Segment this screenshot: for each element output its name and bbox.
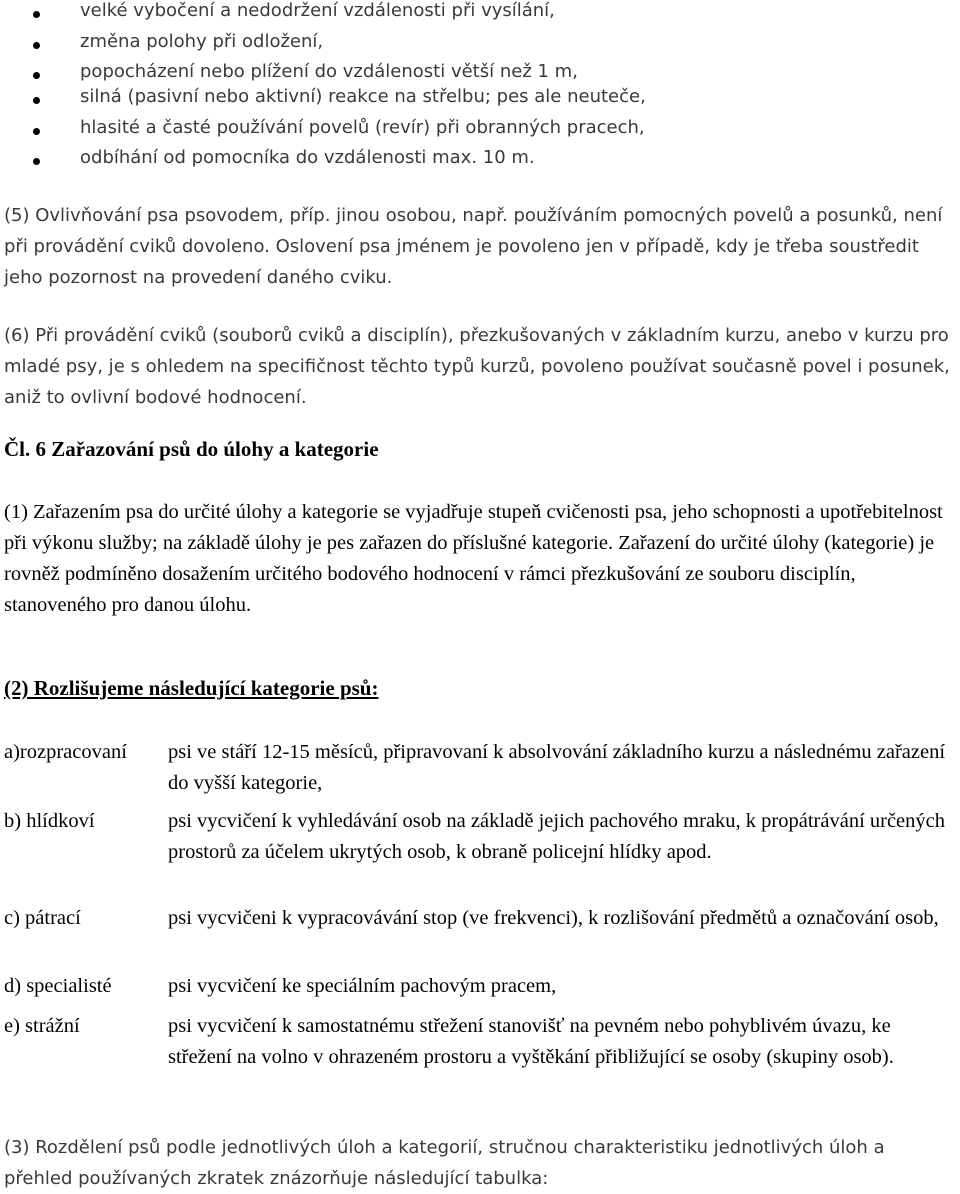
paragraph-6: (6) Při provádění cviků (souborů cviků a disciplín), přezkušovaných v základním kurzu, anebo v kurzu pro mladé psy, je s ohledem na specifičnost těchto typů kurzů, povoleno používat současně povel i posunek, aniž to ovlivní bodové hodnocení.: [4, 325, 950, 408]
categories-heading: (2) Rozlišujeme následující kategorie psů:: [4, 676, 379, 700]
paragraph-1: (1) Zařazením psa do určité úlohy a kategorie se vyjadřuje stupeň cvičenosti psa, jeho schopnosti a upotřebitelnost při výkonu služby; na základě úlohy je pes zařazen do příslušné kategorie. Zařazení do určité úlohy (kategorie) je rovněž podmíněno dosažením určitého bodového hodnocení v rámci přezkušování ze souboru disciplín, stanoveného pro danou úlohu.: [4, 501, 943, 616]
bullet-icon: [33, 42, 40, 49]
category-term: a)rozpracovaní: [4, 741, 127, 763]
bullet-text: hlasité a časté používání povelů (revír) při obranných pracech,: [80, 117, 645, 138]
bullet-text: odbíhání od pomocníka do vzdálenosti max. 10 m.: [80, 147, 535, 168]
category-description: psi vycvičení k vyhledávání osob na základě jejich pachového mraku, k propátrávání určených prostorů za účelem ukrytých osob, k obraně policejní hlídky apod.: [168, 810, 946, 863]
paragraph-5: (5) Ovlivňování psa psovodem, příp. jinou osobou, např. používáním pomocných povelů a posunků, není při provádění cviků dovoleno. Oslovení psa jménem je povoleno jen v případě, kdy je třeba soustředit jeho pozornost na provedení daného cviku.: [4, 205, 943, 288]
bullet-text: popocházení nebo plížení do vzdálenosti větší než 1 m,: [80, 61, 578, 82]
category-description: psi vycvičení ke speciálním pachovým pracem,: [168, 975, 557, 997]
bullet-text: silná (pasivní nebo aktivní) reakce na střelbu; pes ale neuteče,: [80, 86, 646, 107]
article-heading: Čl. 6 Zařazování psů do úlohy a kategorie: [4, 437, 379, 461]
category-term: e) strážní: [4, 1015, 80, 1037]
paragraph-3: (3) Rozdělení psů podle jednotlivých úloh a kategorií, stručnou charakteristiku jednotlivých úloh a přehled používaných zkratek znázorňuje následující tabulka:: [4, 1137, 885, 1189]
category-term: b) hlídkoví: [4, 810, 95, 832]
bullet-icon: [33, 97, 40, 104]
bullet-icon: [33, 128, 40, 135]
bullet-icon: [33, 72, 40, 79]
category-term: d) specialisté: [4, 975, 112, 997]
category-term: c) pátrací: [4, 907, 81, 929]
bullet-text: změna polohy při odložení,: [80, 31, 324, 52]
bullet-text: velké vybočení a nedodržení vzdálenosti při vysílání,: [80, 0, 555, 21]
bullet-icon: [33, 11, 40, 18]
category-description: psi ve stáří 12-15 měsíců, připravovaní k absolvování základního kurzu a následnému zařazení do vyšší kategorie,: [168, 741, 946, 794]
category-description: psi vycvičení k samostatnému střežení stanovišť na pevném nebo pohyblivém úvazu, ke střežení na volno v ohrazeném prostoru a vyštěkání přibližující se osoby (skupiny osob).: [168, 1015, 894, 1068]
category-description: psi vycvičeni k vypracovávání stop (ve frekvenci), k rozlišování předmětů a označování osob,: [168, 907, 939, 929]
bullet-icon: [33, 158, 40, 165]
